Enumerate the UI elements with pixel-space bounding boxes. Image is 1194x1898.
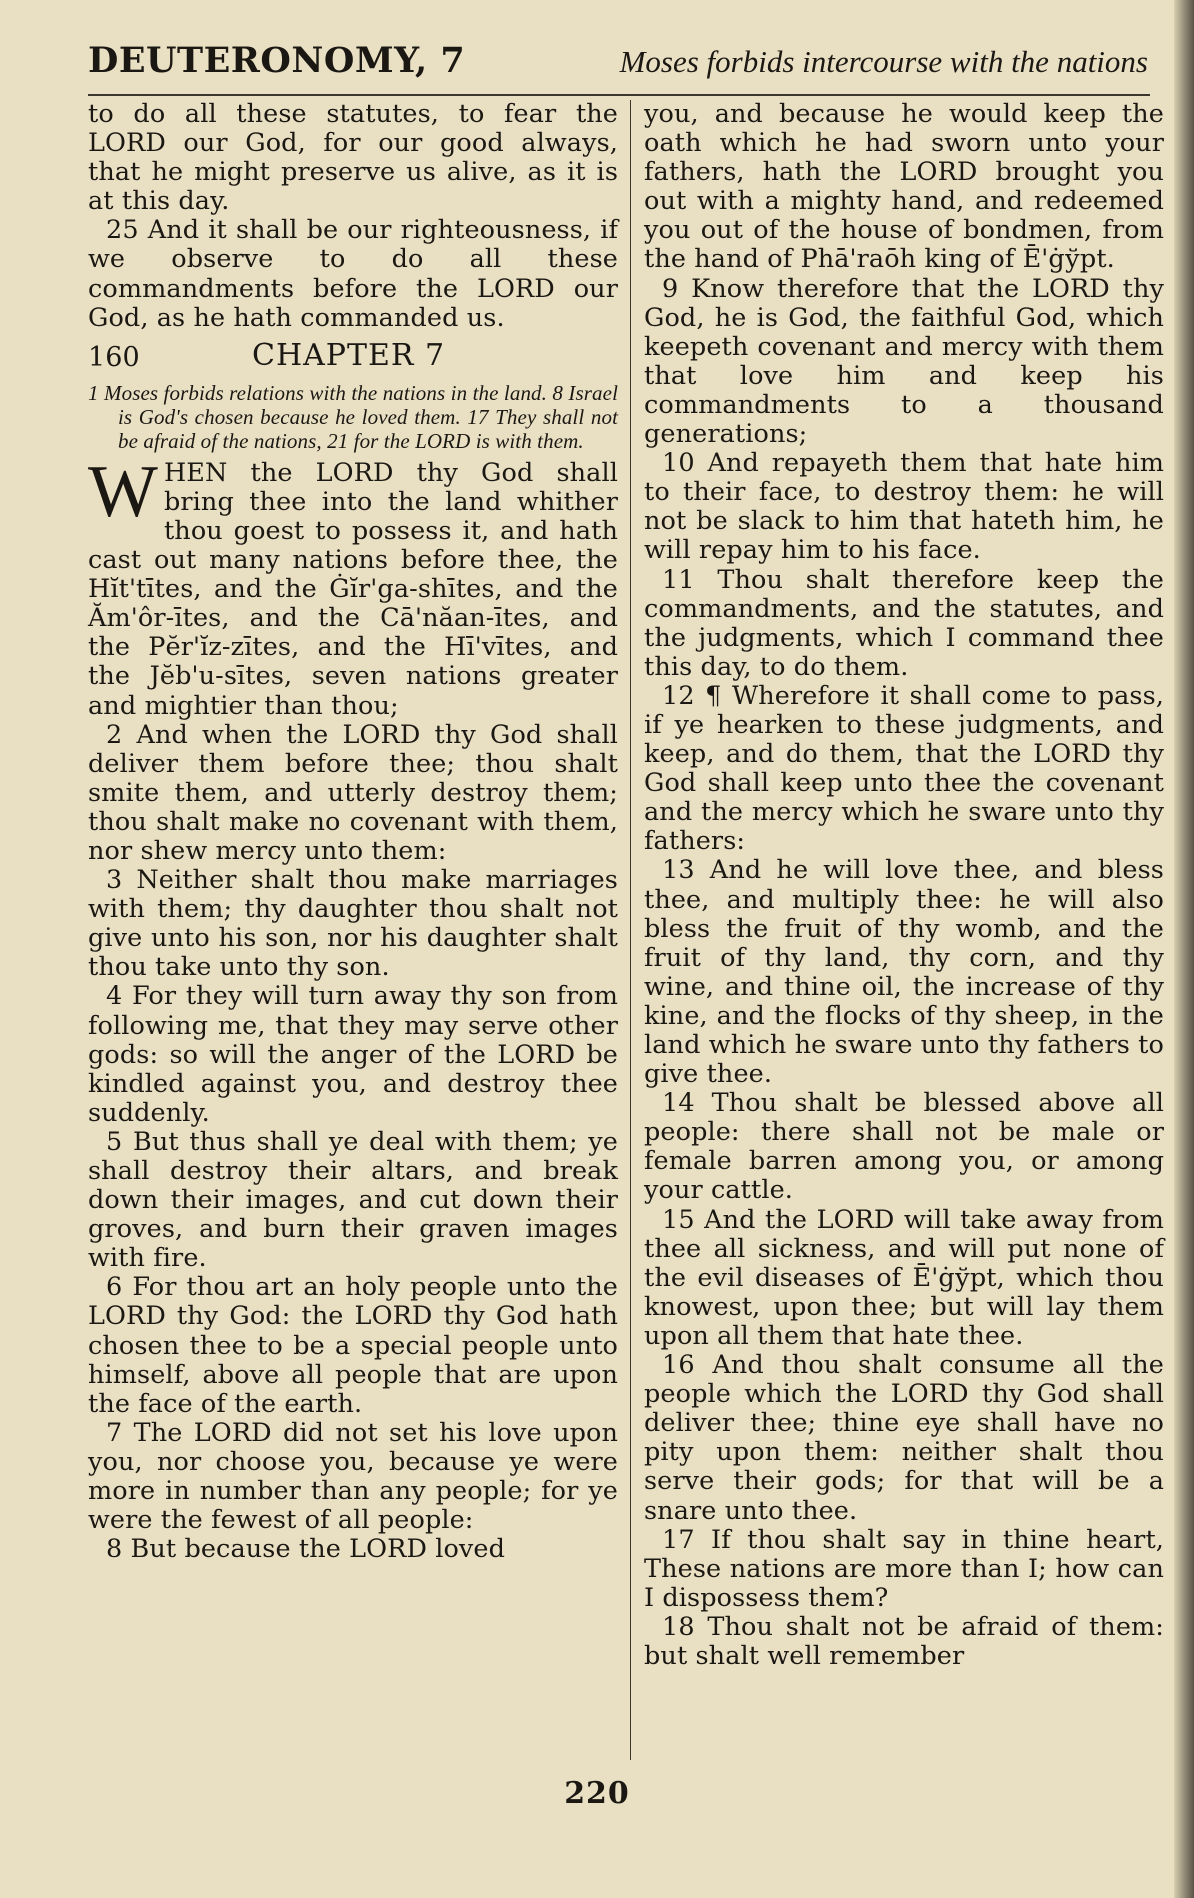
chapter-title: CHAPTER 7 [252,337,446,373]
page-summary: Moses forbids intercourse with the nations [619,44,1148,79]
verse-16: 16 And thou shalt consume all the people which the LORD thy God shall deliver thee; thine eye shall have no pity upon them: neither shalt thou serve their gods; for that will be a snare unto thee. [644,1350,1164,1526]
verse-13: 13 And he will love thee, and bless thee, and multiply thee: he will also bless the fruit of thy womb, and the fruit of thy land, thy corn, and thy wine, and thine oil, the increase of thy kine, and the flocks of thy sheep, in the land which he sware unto thy fathers to give thee. [644,855,1164,1090]
drop-cap: W [88,450,158,533]
verse-1-text: HEN the LORD thy God shall bring thee into the land whither thou goest to possess it, and hath cast out many nations before thee, the Hĭt'tītes, and the Ġĭr'ga-shītes, and the Ăm'ôr-ītes, and the Cā'năan-ītes, and the Pĕr'ĭz-zītes, and the Hī'vītes, and the Jĕb'u-sītes, seven nations greater and mightier than thou; [88,457,618,721]
verse-17: 17 If thou shalt say in thine heart, These nations are more than I; how can I dispossess them? [644,1524,1164,1613]
verse-12: 12 ¶ Wherefore it shall come to pass, if ye hearken to these judgments, and keep, and do them, that the LORD thy God shall keep unto thee the covenant and the mercy which he sware unto thy fathers: [644,680,1164,857]
verse-4: 4 For they will turn away thy son from following me, that they may serve other gods: so will the anger of the LORD be kindled against you, and destroy thee suddenly. [88,981,618,1128]
verse-6: 6 For thou art an holy people unto the LORD thy God: the LORD thy God hath chosen thee to be a special people unto himself, above all people that are upon the face of the earth. [88,1272,618,1419]
left-column [88,100,618,1564]
verse-8-continuation: you, and because he would keep the oath which he had sworn unto your fathers, hath the LORD brought you out with a mighty hand, and redeemed you out of the house of bondmen, from the hand of Phā'raōh king of Ē'ġўpt. [644,99,1164,275]
verse-14: 14 Thou shalt be blessed above all people: there shall not be male or female barren among you, or among your cattle. [644,1088,1164,1206]
chapter-synopsis: 1 Moses forbids relations with the nations in the land. 8 Israel is God's chosen because he loved them. 17 They shall not be afraid of the nations, 21 for the LORD is with them. [88,380,618,453]
page-edge-shadow [1174,0,1194,1898]
header-rule [88,94,1150,96]
verse-continuation: to do all these statutes, to fear the LORD our God, for our good always, that he might preserve us alive, as it is at this day. [88,99,618,217]
right-column [644,100,1164,1671]
verse-9: 9 Know therefore that the LORD thy God, he is God, the faithful God, which keepeth covenant and mercy with them that love him and keep his commandments to a thousand generations; [644,273,1164,450]
verse-8: 8 But because the LORD loved [106,1534,506,1565]
verse-3: 3 Neither shalt thou make marriages with them; thy daughter thou shalt not give unto his son, nor his daughter shalt thou take unto thy son. [88,865,618,983]
verse-25: 25 And it shall be our righteousness, if we observe to do all these commandments before the LORD our God, as he hath commanded us. [88,215,618,333]
verse-1 [88,450,618,721]
running-header [88,40,1148,92]
verse-10: 10 And repayeth them that hate him to their face, to destroy them: he will not be slack to him that hateth him, he will repay him to his face. [644,448,1164,566]
page-number: 220 [564,1776,630,1811]
column-divider [630,100,631,1760]
verse-7: 7 The LORD did not set his love upon you, nor choose you, because ye were more in number than any people; for ye were the fewest of all people: [88,1417,618,1536]
verse-15: 15 And the LORD will take away from thee all sickness, and will put none of the evil diseases of Ē'ġўpt, which thou knowest, upon thee; but will lay them upon all them that hate thee. [644,1204,1164,1351]
chapter-reference-number: 160 [88,341,140,373]
verse-11: 11 Thou shalt therefore keep the commandments, and the statutes, and the judgments, which I command thee this day, to do them. [644,564,1164,682]
chapter-heading [88,339,618,379]
verse-5: 5 But thus shall ye deal with them; ye shall destroy their altars, and break down their images, and cut down their groves, and burn their graven images with fire. [88,1126,618,1274]
verse-18: 18 Thou shalt not be afraid of them: but shalt well remember [644,1611,1164,1671]
verse-2: 2 And when the LORD thy God shall deliver them before thee; thou shalt smite them, and utterly destroy them; thou shalt make no covenant with them, nor shew mercy unto them: [88,719,618,866]
book-title: DEUTERONOMY, 7 [88,40,466,81]
